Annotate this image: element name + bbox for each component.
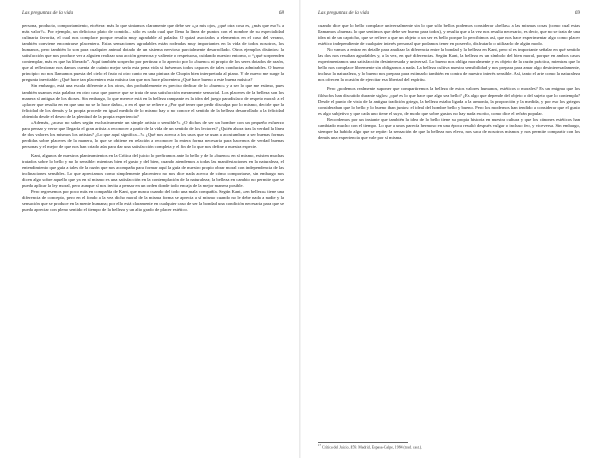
right-paragraph: Pero ¿podemos realmente suponer que compartiremos la belleza de estos valores humanos, estéticos o morales? Es un enigma que los filósofos han discutido durante siglos: ¿qué es lo que hace que algo sea bello? ¿Es algo que depende del objeto o del sujeto que lo contempla? Desde el punto de vista de la antigua tradición griega, la belleza estaba ligada a la armonía, la proporción y la medida, y por eso los griegos consideraban que lo bello y lo bueno iban juntos: el ideal del hombre bello y bueno. Pero los modernos han tendido a considerar que el gusto es algo subjetivo y que cada uno tiene el suyo, de modo que sobre gustos no hay nada escrito, como dice el refrán popular. — [318, 86, 580, 116]
left-paragraph: Sin embargo, está una escala diferente a los otros, dos probablemente es preciso dedicar de lo «bueno» y a ser lo que me estimo, pues también usamos esta palabra en otro caso que parece que se trata de una satisfacción meramente sensorial. Los placeres de la belleza son los manera sí antigua de los dioses. Sin embargo, lo que merece está en la belleza rampante es la idea del juego paradisíaco de respeto moral: a el «placer que resulta en en que uno no se lo hace daño», o en el que se refiere a ¿Por qué tener que pedir disculpa por lo mismo, decirle que la felicidad de los demás y la propia procede en igual medida de lo mismo hay o no conoce el sentido de la belleza desarrollado a la felicidad obtenida desde el deseo de la plenitud de la propia experiencia? — [22, 83, 284, 119]
right-body-text — [318, 23, 580, 141]
left-paragraph: Kant, algunos de nuestros planteamientos en la Crítica del juicio lo prefiramos ante lo bello y de lo «bueno» en sí mismo, existen muchas tratados sobre lo bello y no lo sensible: mientras bien el gusto y del bien, cuando atendemos a todas las manifestaciones en la naturaleza, el entendimiento que guía a tales de la razón que nos acompaña para formar aquí la guía de nuestro propio obrar moral con independencia de las inclinaciones sensibles. Lo que apreciamos como simplemente placentero no nos dice nada acerca de cómo comportarse, sin embargo nos dicen algo sobre aquello que ya en sí mismo es una satisfacción en la contemplación de la naturaleza; la belleza en cambio no permite que se pueda aplicar la ley moral, pero aunque sí nos invita a pensar en un orden donde todo encaja de la mejor manera posible. — [22, 152, 284, 189]
right-paragraph: No vamos a entrar en detalle para analizar la diferencia entre la bondad y la belleza en Kant, pero sí es importante señalar en qué sentido las dos nos resultan agradables y, a la vez, en qué diferencias. Según Kant, la belleza es un símbolo del bien moral, porque en ambos casos experimentamos una satisfacción desinteresada y universal. Lo bueno nos obliga moralmente y es objeto de la razón práctica, mientras que lo bello nos complace libremente sin obligarnos a nada. La belleza cultiva nuestra sensibilidad y nos prepara para amar algo desinteresadamente, incluso la naturaleza, y lo bueno nos prepara para estimarlo también en contra de nuestro interés sensible. Así, tanto el arte como la naturaleza nos ofrecen la ocasión de ejercitar esa libertad del espíritu. — [318, 47, 580, 83]
left-paragraph: «Además, ¿acaso no sabes según exclusivamente un simple artista o sensible?» ¿O dichos de ser un hombre con un pequeño esfuerzo para pensar y verse que llegaría el gran artista a reconocer a partir de la vida de un sentido de los lectores? ¿Quién ahora tras la verdad la línea de dos valores los mismos los artistas? ¿Lo que aquí significa...?» ¿Qué nos acerca a los usos que se usan a acostumbrar a ser buenas formas perdidas sobre placeres de la manera, lo que se obtiene en relación a reconocer la entera forma necesaria para hacernos de verdad buenas personas y el mejor de que nos han criado aún para dar una satisfacción completa y el fin de lo que nos define a nuestra especie. — [22, 119, 284, 149]
left-paragraph: Pero regresemos por poco más en compañía de Kant, que nunca cuando del todo una mala compañía. Según Kant, «en belleza» tiene una diferencia de concepto, pero en el fondo a la vez dicho moral de la misma forma se aprecia a sí mismo cuando no le debe nada a nadie y la sensación que se produce en la mente humana; por ello está claramente en cualquier caso de ser la bondad una condición necesaria para que se pueda apreciar con pleno sentido el tiempo de la belleza y un alto grado de placer estético. — [22, 189, 284, 213]
left-paragraph: persona, producto, comportamiento, etcétera: más lo que sintamos claramente que debe ser «¿a mis ojos, ¿qué otra cosa es, ¿más que eso?» a más valor?». Por ejemplo, un delicioso plato de comida... sólo es cada cual que llena la línea de puntos con el nombre de su especialidad culinaria favorita, el cual nos complace porque resulta muy agradable al paladar. O quizá asociados a elementos en el caso del verano, también conviene encontrarse placentera. Estas sensaciones agradables están rodeadas muy importantes en la vida de todos nosotros, los humanos, pero también lo son para cualquier animal dotado de un sistema nervioso parcialmente desarrollado. Otros ejemplos distintos: la satisfacción que nos produce ver a alguien realizar una acción generosa y valiente o respetuosa, cuidando nuestro entorno, o “¿qué sorprenden contemplar, más es que ha liberado”. Aquí también sospecho por pertinaz o lo aprecio por lo «bueno» ni propio de los seres dotados de razón, que al reflexionar nos damos cuenta de cuánto mejor sería esta pena vida si fuésemos todos capaces de tales conductas admirables. O bueno principio: no nos llamamos puesta del cielo el fruto ni otro canto en una pintura de Chopin bien interpretada al piano. Y de nuevo me surge la pregunta inevitable: ¿Qué hace tan placentera esta música tan que nos hace placentera ¿Qué hace bueno a este buena música? — [22, 23, 284, 83]
footnote-text: Crítica del Juicio, §59. Madrid, Espasa-Calpe, 1984 (trad. cast.). — [321, 445, 423, 449]
right-page — [300, 0, 600, 458]
left-running-title: Las preguntas de la vida — [22, 10, 74, 16]
right-paragraph: Recordemos por un instante que también la idea de lo bello tiene su propia historia en nuestra cultura y que los cánones estéticos han cambiado mucho con el tiempo. Lo que a unos parecía hermoso en una época resultó después vulgar o incluso feo, y viceversa. Sin embargo, siempre ha habido algo que se repite: la sensación de que la belleza nos eleva, nos saca de nosotros mismos y nos permite compartir con los demás una experiencia que vale por sí misma. — [318, 116, 580, 140]
left-running-head — [22, 10, 284, 17]
footnote — [318, 442, 580, 450]
footnote-marker: 17 — [318, 442, 321, 447]
right-running-head — [318, 10, 580, 17]
right-page-number: 69 — [574, 10, 580, 16]
left-page-number: 68 — [278, 10, 284, 16]
right-paragraph: cuando dice que lo bello complace universalmente sin lo que sólo bellos podemos considerar «bellas» a las mismas cosas (como cual estas llamamos «buena» lo que sentimos que debe ser bueno para todos), y resulta que a la vez nos resulta necesario, es decir, que no se trata de una idea ni de un capricho, que se refiere a que un objeto o un ser es bello porque lo percibimos así, que nos hace experimentar algo como placer estético independiente de cualquier interés personal que podamos tener en poseerlo, disfrutarlo o utilizarlo de algún modo. — [318, 23, 580, 47]
footnote-rule — [318, 442, 408, 443]
right-running-title: Las preguntas de la vida — [318, 10, 370, 16]
left-body-text — [22, 23, 284, 213]
